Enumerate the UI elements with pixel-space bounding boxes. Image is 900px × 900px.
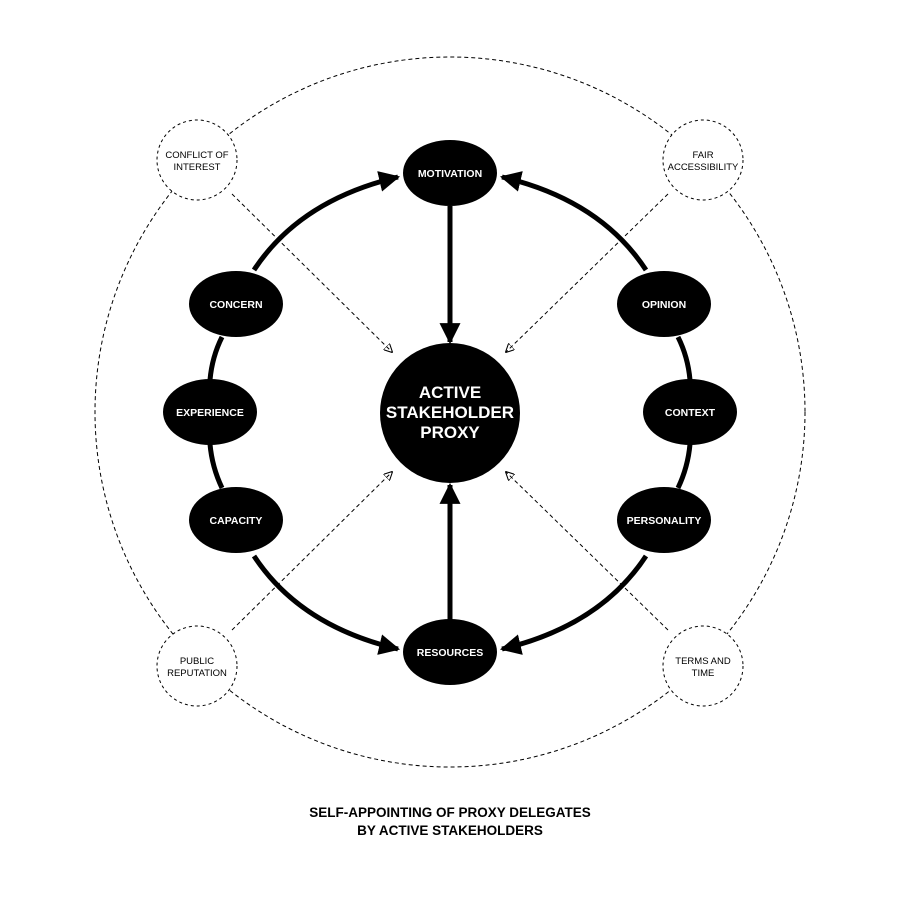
center-node: [380, 343, 520, 483]
arc-personality-to-resources: [502, 556, 646, 649]
node-label: CONCERN: [209, 299, 263, 311]
center-label-line: ACTIVE: [418, 383, 482, 402]
caption-line: BY ACTIVE STAKEHOLDERS: [357, 823, 543, 838]
node-label: RESOURCES: [416, 647, 484, 659]
arc-capacity-to-resources: [254, 556, 398, 649]
node-label: PERSONALITY: [626, 515, 702, 527]
node-resources: [403, 619, 497, 685]
node-motivation: [403, 140, 497, 206]
node-opinion: [617, 271, 711, 337]
arc-concern-experience: [210, 337, 222, 380]
arc-context-personality: [678, 444, 690, 488]
node-concern: [189, 271, 283, 337]
factor-label-line: ACCESSIBILITY: [667, 162, 739, 173]
factor-terms-and-time: [663, 626, 743, 706]
factor-label-line: REPUTATION: [167, 668, 227, 679]
center-label-line: STAKEHOLDER: [385, 403, 515, 422]
node-label: EXPERIENCE: [176, 407, 244, 419]
factor-conflict-of-interest: [157, 120, 237, 200]
node-capacity: [189, 487, 283, 553]
node-experience: [163, 379, 257, 445]
arc-concern-to-motivation: [254, 177, 398, 270]
node-label: CONTEXT: [664, 407, 716, 419]
factor-label-line: PUBLIC: [179, 656, 215, 667]
node-label: CAPACITY: [209, 515, 263, 527]
caption-line: SELF-APPOINTING OF PROXY DELEGATES: [309, 805, 591, 820]
factor-label-line: INTEREST: [173, 162, 221, 173]
node-personality: [617, 487, 711, 553]
arc-opinion-context: [678, 337, 690, 380]
factor-label-line: CONFLICT OF: [165, 150, 229, 161]
node-label: MOTIVATION: [417, 168, 483, 180]
node-label: OPINION: [641, 299, 687, 311]
arc-opinion-to-motivation: [502, 177, 646, 270]
node-context: [643, 379, 737, 445]
factor-label-line: FAIR: [692, 150, 714, 161]
center-label-line: PROXY: [420, 423, 480, 442]
factor-label-line: TIME: [691, 668, 715, 679]
factor-fair-accessibility: [663, 120, 743, 200]
factor-label-line: TERMS AND: [675, 656, 731, 667]
factor-public-reputation: [157, 626, 237, 706]
arc-experience-capacity: [210, 444, 222, 488]
